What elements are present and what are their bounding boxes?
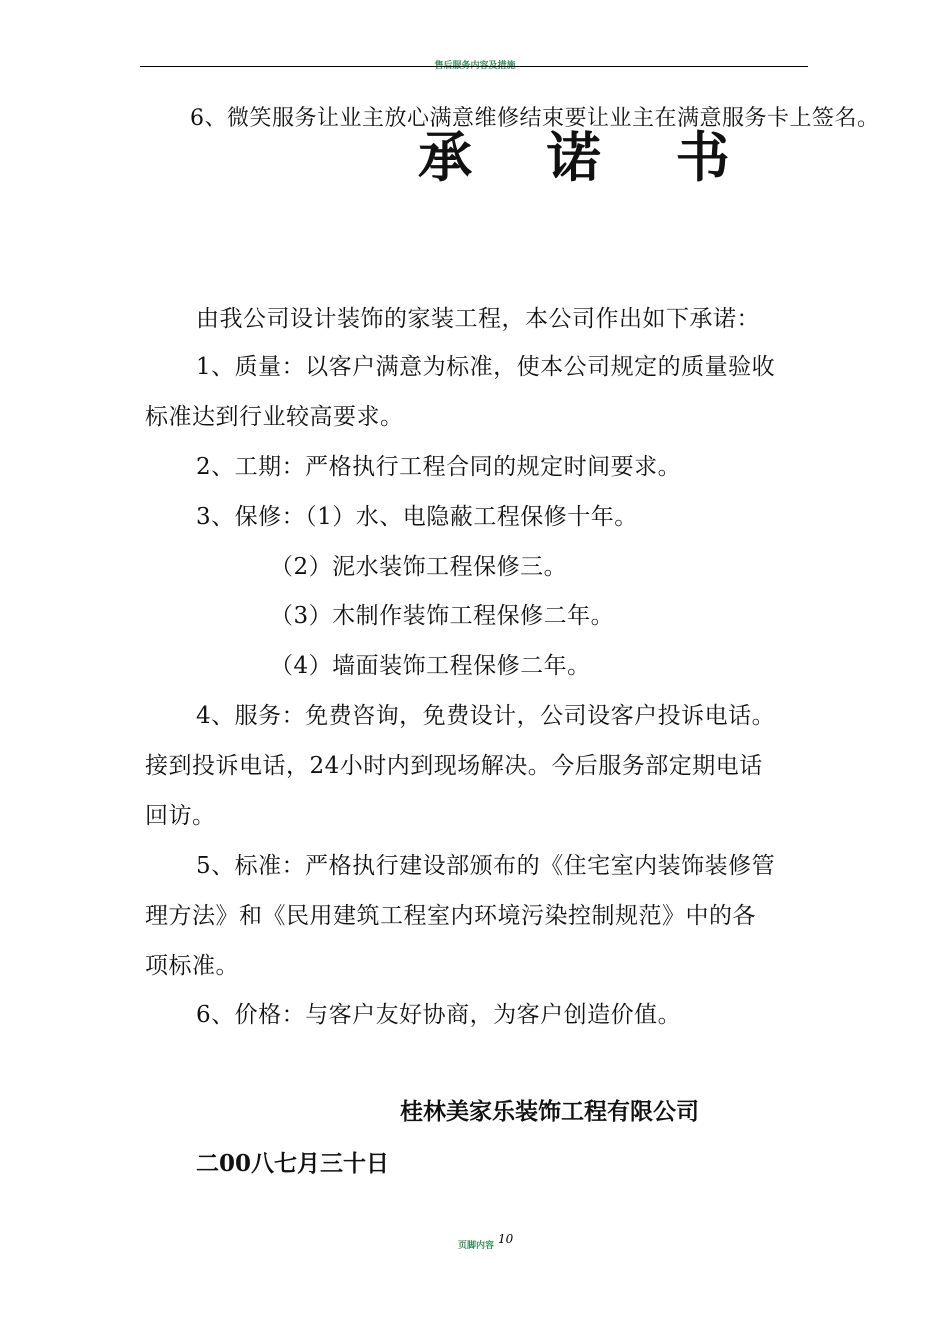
company-name: 桂林美家乐装饰工程有限公司 <box>400 1098 699 1125</box>
item-warranty-3: （3）木制作装饰工程保修二年。 <box>270 603 615 629</box>
page-header-text: 售后服务内容及措施 <box>434 61 516 71</box>
item-warranty-2: （2）泥水装饰工程保修三。 <box>270 554 568 580</box>
item-warranty: 3、保修：（1）水、电隐蔽工程保修十年。 <box>196 504 638 530</box>
item-service-cont-2: 回访。 <box>145 803 216 829</box>
header-divider <box>140 66 808 67</box>
signature-date: 二00八七月三十日 <box>196 1150 390 1177</box>
item-service: 4、服务：免费咨询，免费设计，公司设客户投诉电话。 <box>196 703 776 729</box>
page-footer-text: 页脚内容 <box>458 1241 495 1251</box>
item-warranty-4: （4）墙面装饰工程保修二年。 <box>270 653 591 679</box>
page-number: 10 <box>498 1232 514 1246</box>
item-service-cont-1: 接到投诉电话，24小时内到现场解决。今后服务部定期电话 <box>145 753 763 779</box>
item-schedule: 2、工期：严格执行工程合同的规定时间要求。 <box>196 454 682 480</box>
item-quality: 1、质量：以客户满意为标准，使本公司规定的质量验收 <box>196 354 776 380</box>
item-standard: 5、标准：严格执行建设部颁布的《住宅室内装饰装修管 <box>196 853 776 879</box>
overlapping-service-line: 6、微笑服务让业主放心满意维修结束要让业主在满意服务卡上签名。 <box>190 106 880 131</box>
item-standard-cont-1: 理方法》和《民用建筑工程室内环境污染控制规范》中的各 <box>145 903 756 929</box>
item-price: 6、价格：与客户友好协商，为客户创造价值。 <box>196 1002 682 1028</box>
document-title: 承 诺 书 <box>418 125 758 189</box>
item-quality-cont: 标准达到行业较高要求。 <box>145 404 404 430</box>
item-standard-cont-2: 项标准。 <box>145 953 239 979</box>
intro-paragraph: 由我公司设计装饰的家装工程，本公司作出如下承诺： <box>196 306 760 332</box>
